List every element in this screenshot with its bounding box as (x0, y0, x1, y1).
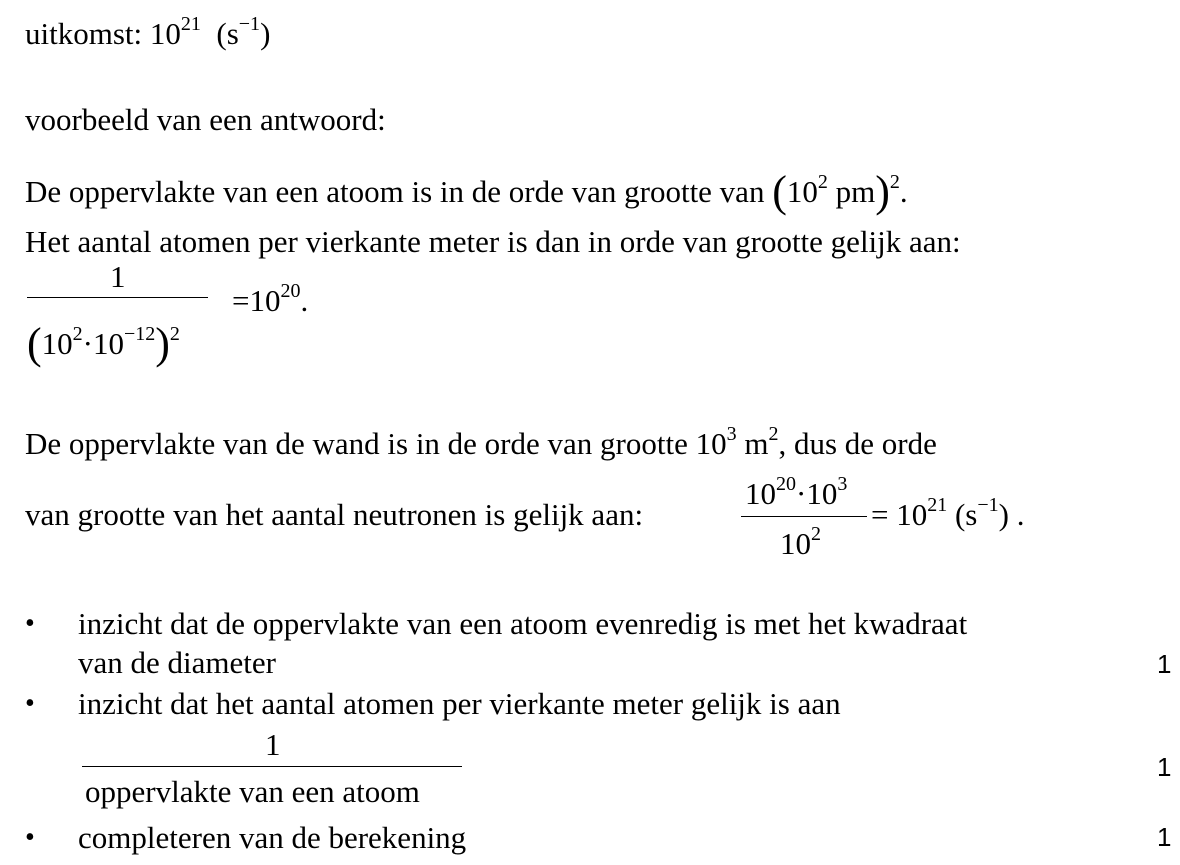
scoring-item-1-line-2: van de diameter (78, 645, 276, 680)
line1-base: 10 (786, 174, 818, 209)
fraction-2-eq-exp: 21 (927, 494, 948, 516)
example-line-1 (25, 166, 908, 216)
line3-unit: m (744, 426, 769, 461)
example-line-2: Het aantal atomen per vierkante meter is dan in orde van grootte gelijk aan: (25, 224, 961, 259)
answer-label: uitkomst: (25, 16, 143, 51)
answer-unit-close: ) (260, 16, 271, 51)
fraction-1-open-paren: ( (27, 319, 42, 368)
fraction-2-num-dot: ·10 (796, 476, 838, 511)
line3-exp: 3 (726, 423, 737, 445)
fraction-2-den: 10 (780, 526, 811, 561)
fraction-1-end: . (300, 283, 309, 318)
answer-exp: 21 (180, 13, 201, 35)
fraction-2-unit-exp: −1 (977, 494, 999, 516)
fraction-2-unit-open: (s (954, 497, 978, 532)
fraction-1-den-a: 10 (41, 326, 73, 361)
fraction-2-den-exp: 2 (811, 523, 821, 545)
example-line-3 (25, 423, 937, 461)
scoring-item-2-frac-bar (82, 766, 462, 767)
scoring-item-1-line-1: inzicht dat de oppervlakte van een atoom evenredig is met het kwadraat (78, 606, 968, 641)
scoring-bullet-3: • (25, 822, 35, 853)
fraction-2-numerator (745, 473, 848, 511)
line3-base: 10 (695, 426, 727, 461)
close-paren: ) (875, 167, 890, 216)
scoring-bullet-1: • (25, 608, 35, 639)
fraction-2-num-b-exp: 3 (837, 473, 848, 495)
line3-unit-exp: 2 (768, 423, 779, 445)
example-line-3-text: De oppervlakte van de wand is in de orde van grootte (25, 426, 688, 461)
scoring-item-2-points: 1 (1157, 752, 1172, 782)
fraction-1-numerator: 1 (110, 259, 126, 294)
fraction-1-bar (27, 297, 208, 298)
fraction-1-den-dot: ·10 (82, 326, 124, 361)
scoring-item-2-frac-num: 1 (265, 727, 281, 762)
fraction-1-den-b-exp: −12 (123, 323, 156, 345)
scoring-item-2-frac-den: oppervlakte van een atoom (85, 774, 420, 809)
open-paren: ( (772, 167, 787, 216)
fraction-2-result (871, 494, 1025, 532)
fraction-1-eq: =10 (232, 283, 281, 318)
fraction-1-den-a-exp: 2 (72, 323, 83, 345)
scoring-item-1-points: 1 (1157, 649, 1172, 679)
scoring-item-3-line-1: completeren van de berekening (78, 820, 467, 855)
answer-unit-exp: −1 (238, 13, 261, 35)
line3-end: , dus de orde (778, 426, 937, 461)
fraction-1-result (232, 280, 309, 318)
line1-end: . (899, 174, 908, 209)
example-line-1-text: De oppervlakte van een atoom is in de orde van grootte van (25, 174, 765, 209)
scoring-item-3-points: 1 (1157, 822, 1172, 852)
fraction-2-eq: = 10 (871, 497, 928, 532)
fraction-1-eq-exp: 20 (280, 280, 301, 302)
fraction-1-close-paren: ) (155, 319, 170, 368)
fraction-1-denominator (27, 318, 180, 368)
example-heading: voorbeeld van een antwoord: (25, 102, 386, 137)
scoring-item-2-line-1: inzicht dat het aantal atomen per vierkante meter gelijk is aan (78, 686, 841, 721)
fraction-2-denominator (780, 523, 821, 561)
fraction-1-den-outer-exp: 2 (169, 323, 180, 345)
line1-unit: pm (835, 174, 876, 209)
fraction-2-num-a-exp: 20 (776, 473, 796, 495)
fraction-2-unit-close: ) . (998, 497, 1025, 532)
answer-line (25, 13, 271, 51)
example-line-4: van grootte van het aantal neutronen is gelijk aan: (25, 497, 644, 532)
answer-base: 10 (149, 16, 181, 51)
scoring-bullet-2: • (25, 688, 35, 719)
answer-unit-open: (s (216, 16, 239, 51)
fraction-2-num-a: 10 (745, 476, 776, 511)
line1-exp: 2 (817, 171, 828, 193)
line1-outer-exp: 2 (889, 171, 900, 193)
fraction-2-bar (741, 516, 867, 517)
